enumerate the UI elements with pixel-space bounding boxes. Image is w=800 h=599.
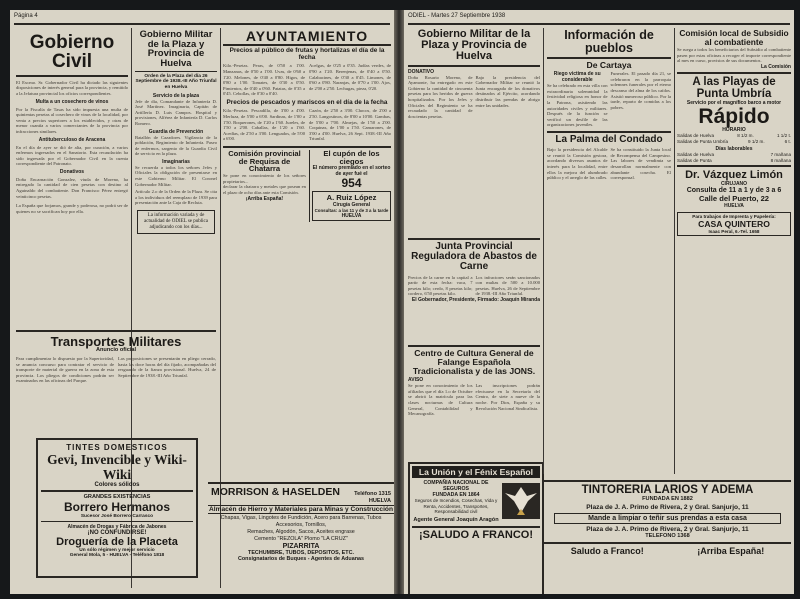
subheading-multa: Multa a un cosechero de vinos	[35, 98, 109, 105]
aviso-informacion-box: La información variada y de actualidad de ODIEL se publica adjudicando con los días...	[137, 210, 215, 234]
transportes-militares-section	[16, 330, 216, 450]
article-text: Las inscripciones podrán efectuarse en la Secretaría del Centro, de siete a nueve de la noche. Por Dios, España y su Revolución Nacional Sindicalista.	[475, 383, 540, 411]
schedule-row: Salidas de Punta 8 mañana	[677, 157, 791, 163]
article-text: Doña Rosario Moreno, de Ayamonte, ha entregado en este Gobierno la cantidad de cincuenta pesetas para los heridos de guerra hospitalizados. Por los Jefes y Oficiales del Regimiento se ha recaudado la cantidad de doscientas pesetas.	[408, 74, 473, 119]
article-text: La España que forjamos, grande y poderosa, no podrá ser de quienes no se sacrifican hoy por ella.	[16, 203, 128, 214]
cartaya-subheading: Riego victima de su considerable	[553, 71, 601, 84]
column-ayuntamiento	[223, 28, 391, 484]
phoenix-emblem-icon	[502, 483, 540, 519]
casa-quintero-ad: Para trabajos de Imprenta y Papelería: CASA QUINTERO Isaac Peral, 6.-Tel. 1658	[677, 212, 791, 236]
article-text: Se ruega a todos los beneficiarios del Subsidio al combatiente pasen por estas oficinas a recoger el importe correspondiente al mes en curso, provistos de sus documentos.	[677, 47, 791, 64]
comision-sign: ¡Arriba España!	[245, 195, 284, 202]
transportes-subheading: Anuncio oficial	[95, 347, 137, 354]
tintes-domesticos-ad: TINTES DOMESTICOS Gevi, Invencible y Wiki-Wiki Colores sólidos GRANDES EXISTENCIAS Borrero Hermanos Sucesor José Borrero Carrasco Almacén de Drogas y Fábrica de Jabones ¡NO CONFUNDIRSE! Droguería de la Placeta Un sólo régimen y mejor servicio General Mola, 5 - HUELVA - Teléfono 1818	[36, 438, 198, 578]
comision-local-sign: La Comisión	[760, 63, 791, 70]
subheading-antituberculoso: Antituberculoso de Aracena	[38, 136, 106, 143]
comision-text: Se pone en conocimiento de los señores propietarios...	[223, 173, 306, 184]
playas-subheading: Servicio por el magnífico barco a motor	[686, 99, 782, 106]
subheading-donativos: Donativos	[59, 168, 85, 175]
article-text: Artículo 2.o de la Orden de la Plaza. Se cita a los individuos del reemplazo de 1939 para presentación ante la Caja de Recluta.	[135, 189, 217, 206]
horario-label: HORARIO	[722, 127, 746, 134]
article-text: Funerales. El pasado día 21, se celebraron en la parroquia solemnes funerales por el eterno descanso del alma de los caídos. Asistió numeroso público. Por la tarde, reparto de comidas a los pobres.	[610, 71, 671, 110]
union-fenix-ad: La Unión y el Fénix Español COMPAÑIA NACIONAL DE SEGUROS FUNDADA EN 1864 Seguros de Incendios, Cosechas, Vida y Renta, Accidentes, Transportes, Responsabilidad civil Agente General Joaquín Aragón ¡SALUDO A FRANCO!	[408, 462, 544, 594]
column-comision-playas: Comisión local de Subsidio al combatiente Se ruega a todos los beneficiarios del Subsidio al combatiente pasen por estas oficinas a recoger el importe correspondiente al mes en curso, provistos de sus documentos. La Comisión A las Playas de Punta Umbría Servicio por el magnífico barco a motor Rápido HORARIO Salidas de Huelva 8 1/2 m. 1 1/2 t. Salidas de Punta Umbría 9 1/2 m. 6 t. Días laborables Salidas de Huelva 7 mañana Salidas de Punta 8 mañana Dr. Vázquez Limón CIRUJANO Consulta de 11 a 1 y de 3 a 6 Calle del Puerto, 22 HUELVA Para trabajos de Imprenta y Papelería: CASA QUINTERO Isaac Peral, 6.-Tel. 1658	[677, 28, 791, 234]
article-text: Se pone en conocimiento de los afiliados que el día 1.o de Octubre se abrirá la matrícula para las clases nocturnas de Cultura General, Contabilidad y Mecanografía.	[408, 383, 473, 417]
informacion-pueblos-heading: Información de pueblos	[547, 28, 671, 59]
tintoreria-ad: TINTORERIA LARIOS Y ADEMA FUNDADA EN 1882 Plaza de J. A. Primo de Rivera, 2 y Gral. Sanjurjo, 11 Mande a limpiar o teñir sus prendas a esta casa Plaza de J. A. Primo de Rivera, 2 y Gral. Sanjurjo, 11 TELEFONO 1368 Saludo a Franco! ¡Arriba España!	[544, 480, 791, 592]
cartaya-heading: De Cartaya	[586, 59, 632, 70]
price-list: Kilo.-Pesetas. Pescadilla, de 3'00 a 4'00. Merluza, de 5'00 a 6'00. Sardinas, de 1'00 a 1'50. Boquerones, de 1'20 a 1'60. Jureles, de 1'50 a 2'00. Caballas, de 1'20 a 1'60. Acedías, de 2'50 a 3'00. Lenguados, de 5'00 a 6'00.	[223, 108, 305, 142]
cupon-number: 954	[341, 176, 362, 191]
article-text: Los infractores serán sancionados con multas de 500 a 10.000 pesetas. Huelva, 26 de Septiembre de 1938.-III Año Triunfal.	[475, 274, 540, 297]
price-list: Acelgas, de 0'25 a 0'35. Judías verdes, de 0'90 a 1'20. Berenjenas, de 0'40 a 0'50. Calabacines, de 0'30 a 0'45. Limones, de 0'60 a 0'80. Naranjas, de 0'70 a 1'00. Ajos, de 2'00 a 2'50. Lechugas, pieza, 0'20.	[309, 63, 391, 91]
left-page-strip: Página 4	[14, 13, 390, 25]
comision-requisa-heading: Comisión provincial de Requisa de Chatarra	[228, 148, 301, 174]
gobierno-civil-heading: Gobierno Civil	[16, 28, 128, 77]
right-page-strip: ODIEL - Martes 27 Septiembre 1938	[408, 13, 790, 25]
column-rule	[674, 28, 675, 474]
price-list: Cazón, de 2'50 a 3'00. Chocos, de 2'00 a 2'50. Langostinos, de 8'00 a 10'00. Gambas, de 5'00 a 7'00. Almejas, de 1'50 a 2'00. Coquinas, de 1'00 a 1'50. Camarones, de 3'00 a 4'00. Huelva, 26 Sept. 1938.-III Año Triunfal.	[309, 108, 391, 142]
comision-local-heading: Comisión local de Subsidio al combatiente	[679, 28, 789, 47]
saludo-slogan: Saludo a Franco!	[570, 546, 644, 556]
junta-abastos-section	[408, 238, 540, 360]
centro-heading: Centro de Cultura General de Falange Española Tradicionalista y de las JONS.	[412, 348, 536, 376]
column-rule	[543, 28, 544, 474]
left-newspaper-page	[10, 10, 394, 594]
article-text: declarar la chatarra y metales que posean en el plazo de ocho días ante esta Comisión.	[223, 184, 306, 195]
article-text: El Excmo. Sr. Gobernador Civil ha dictado las siguientes disposiciones de interés general para la provincia, y remitido a la Jefatura provincial los oficios correspondientes.	[16, 79, 128, 96]
schedule-row: Salidas de Huelva 8 1/2 m. 1 1/2 t.	[677, 133, 791, 139]
article-text: En el día de ayer se dió de alta, por curación, a varios enfermos ingresados en el Sanatorio. Esta recaudación ha sido ingresada por el Gobernador Civil en la cuenta correspondiente del Patronato.	[16, 144, 128, 167]
article-text: Para cumplimentar lo dispuesto por la Superioridad, se anuncia concurso para contratar el servicio de transporte de material de guerra en la zona de esta provincia. Los pliegos de condiciones podrán ser examinados en las oficinas del Parque.	[16, 355, 114, 384]
donativo-subheading: DONATIVO	[408, 68, 435, 75]
article-text: Las proposiciones se presentarán en pliego cerrado, hasta las doce horas del día fijado, acompañadas del resguardo de la fianza provisional. Huelva, 24 de Septiembre de 1938.-III Año Triunfal.	[118, 355, 216, 378]
schedule-row: Salidas de Punta Umbría 9 1/2 m. 6 t.	[677, 138, 791, 144]
article-text: Se recuerda a todos los señores Jefes y Oficiales la obligación de presentarse en este Gobierno Militar. El Coronel Gobernador Militar.	[135, 164, 217, 187]
article-text: Bajo la presidencia del Gobernador Militar se reunió la Junta encargada de los donativos destinados al Ejército, acordando distribuir las prendas de abrigo entre las unidades.	[475, 74, 540, 108]
arriba-slogan: ¡Arriba España!	[697, 546, 765, 556]
schedule-row: Salidas de Huelva 7 mañana	[677, 152, 791, 158]
gobierno-militar-right-heading: Gobierno Militar de la Plaza y Provincia de Huelva	[408, 28, 540, 67]
aviso-subheading: AVISO	[408, 377, 424, 384]
article-text: Jefe de día, Comandante de Infantería D. José Martínez. Imaginaria, Capitán de Artillería D. Luis Campos. Hospital y provisiones, Alférez de Infantería D. Carlos Romero.	[135, 98, 217, 126]
article-text: Se ha celebrado en esta villa con extraordinaria solemnidad la festividad religiosa en honor de la Patrona, asistiendo las autoridades civiles y militares. Después de la función se verificó un desfile de las organizaciones juveniles.	[547, 83, 608, 128]
article-text: Por la Fiscalía de Tasas ha sido impuesta una multa de quinientas pesetas al cosechero de vinos de la localidad, por venta a precios superiores a los establecidos, y otras de menor cuantía a varios comerciantes de la provincia por infracciones similares.	[16, 106, 128, 134]
article-text: Precios de la carne en la capital a partir de esta fecha: vaca, 7 pesetas kilo; cerdo, 8 pesetas kilo; cordero, 6'50 pesetas kilo.	[408, 274, 473, 297]
article-text: Doña Encarnación Gonzalez, viuda de Moreno, ha entregado la cantidad de cien pesetas con destino al Aguinaldo del combatiente. Don Francisco Pérez entregó veinticinco pesetas.	[16, 176, 128, 199]
vazquez-name: Dr. Vázquez Limón	[685, 168, 783, 181]
ruiz-lopez-ad: A. Ruiz López Cirugía General Consultas: a las 11 y de 3 a la tarde HUELVA	[312, 191, 391, 221]
servicio-plaza-subheading: Servicio de la plaza	[152, 92, 200, 99]
junta-heading: Junta Provincial Reguladora de Abastos de Carne	[411, 241, 537, 273]
right-newspaper-page	[404, 10, 794, 594]
orden-plaza-subheading: Orden de la Plaza del día 26 Septiembre de 1938.-III Año Triunfal en Huelva	[135, 73, 217, 90]
cupon-heading: El cupón de los ciegos	[323, 148, 380, 166]
junta-sign: El Gobernador, Presidente, Firmado: Joaquín Miranda	[411, 296, 540, 303]
book-gutter	[394, 10, 404, 594]
guardia-prevencion-subheading: Guardia de Prevención	[148, 128, 204, 135]
gobierno-militar-heading: Gobierno Militar de la Plaza y Provincia de Huelva	[135, 28, 217, 72]
rapido-heading: Rápido	[698, 104, 770, 128]
frutas-subheading: Precios al público de frutas y hortalizas el día de la fecha	[229, 47, 385, 61]
column-informacion-pueblos	[547, 28, 671, 474]
ayuntamiento-heading: AYUNTAMIENTO	[223, 28, 391, 46]
price-list: Kilo.-Pesetas. Peras, de 0'50 a 1'00. Manzanas, de 0'50 a 1'00. Uvas, de 0'60 a 1'20. Melones, de 0'40 a 0'80. Higos, de 0'80 a 1'00. Tomates, de 0'30 a 0'50. Pimientos, de 0'40 a 0'60. Patatas, de 0'35 a 0'45. Cebollas, de 0'30 a 0'40.	[223, 63, 305, 97]
playas-heading: A las Playas de Punta Umbría	[692, 75, 776, 100]
pescados-subheading: Precios de pescados y mariscos en el día de la fecha	[226, 98, 388, 106]
article-text: Batallón de Cazadores. Vigilancia de la población, Regimiento de Infantería. Paseo de enfermos, sargento de la Guardia Civil de servicio en la plaza.	[135, 134, 217, 157]
centro-cultura-section	[408, 345, 540, 465]
laborables-label: Días laborables	[715, 146, 753, 153]
article-text: Bajo la presidencia del Alcalde se reunió la Comisión gestora, acordando diversos asuntos de interés para la localidad, entre ellos la mejora del alumbrado público y el arreglo de las calles.	[547, 147, 608, 181]
morrison-haselden-ad: MORRISON & HASELDEN Teléfono 1315 HUELVA Almacén de Hierro y Materiales para Minas y Construcción Chapas, Vigas, Lingotes de Fundición, Acero para Barrenas, Tubos Accesorios, Tornillos, Remaches, Algodón, Sacos, Aceites engrase Cemento "REZOLA" Plomo "LA CRUZ" PIZARRITA TECHUMBRE, TUBOS, DEPOSITOS, ETC. Consignatarios de Buques - Agentes de Aduanas	[208, 482, 394, 594]
la-palma-heading: La Palma del Condado	[547, 131, 671, 145]
transportes-heading: Transportes Militares	[16, 330, 216, 348]
cupon-subheading: El número premiado en el sorteo de ayer fué el	[312, 165, 391, 178]
imaginarias-subheading: Imaginarias	[162, 158, 190, 165]
article-text: Se ha constituido la Junta local de Recompensa del Campesino. Las labores de vendimia se desarrollan normalmente con abundante cosecha. El corresponsal.	[610, 147, 671, 181]
